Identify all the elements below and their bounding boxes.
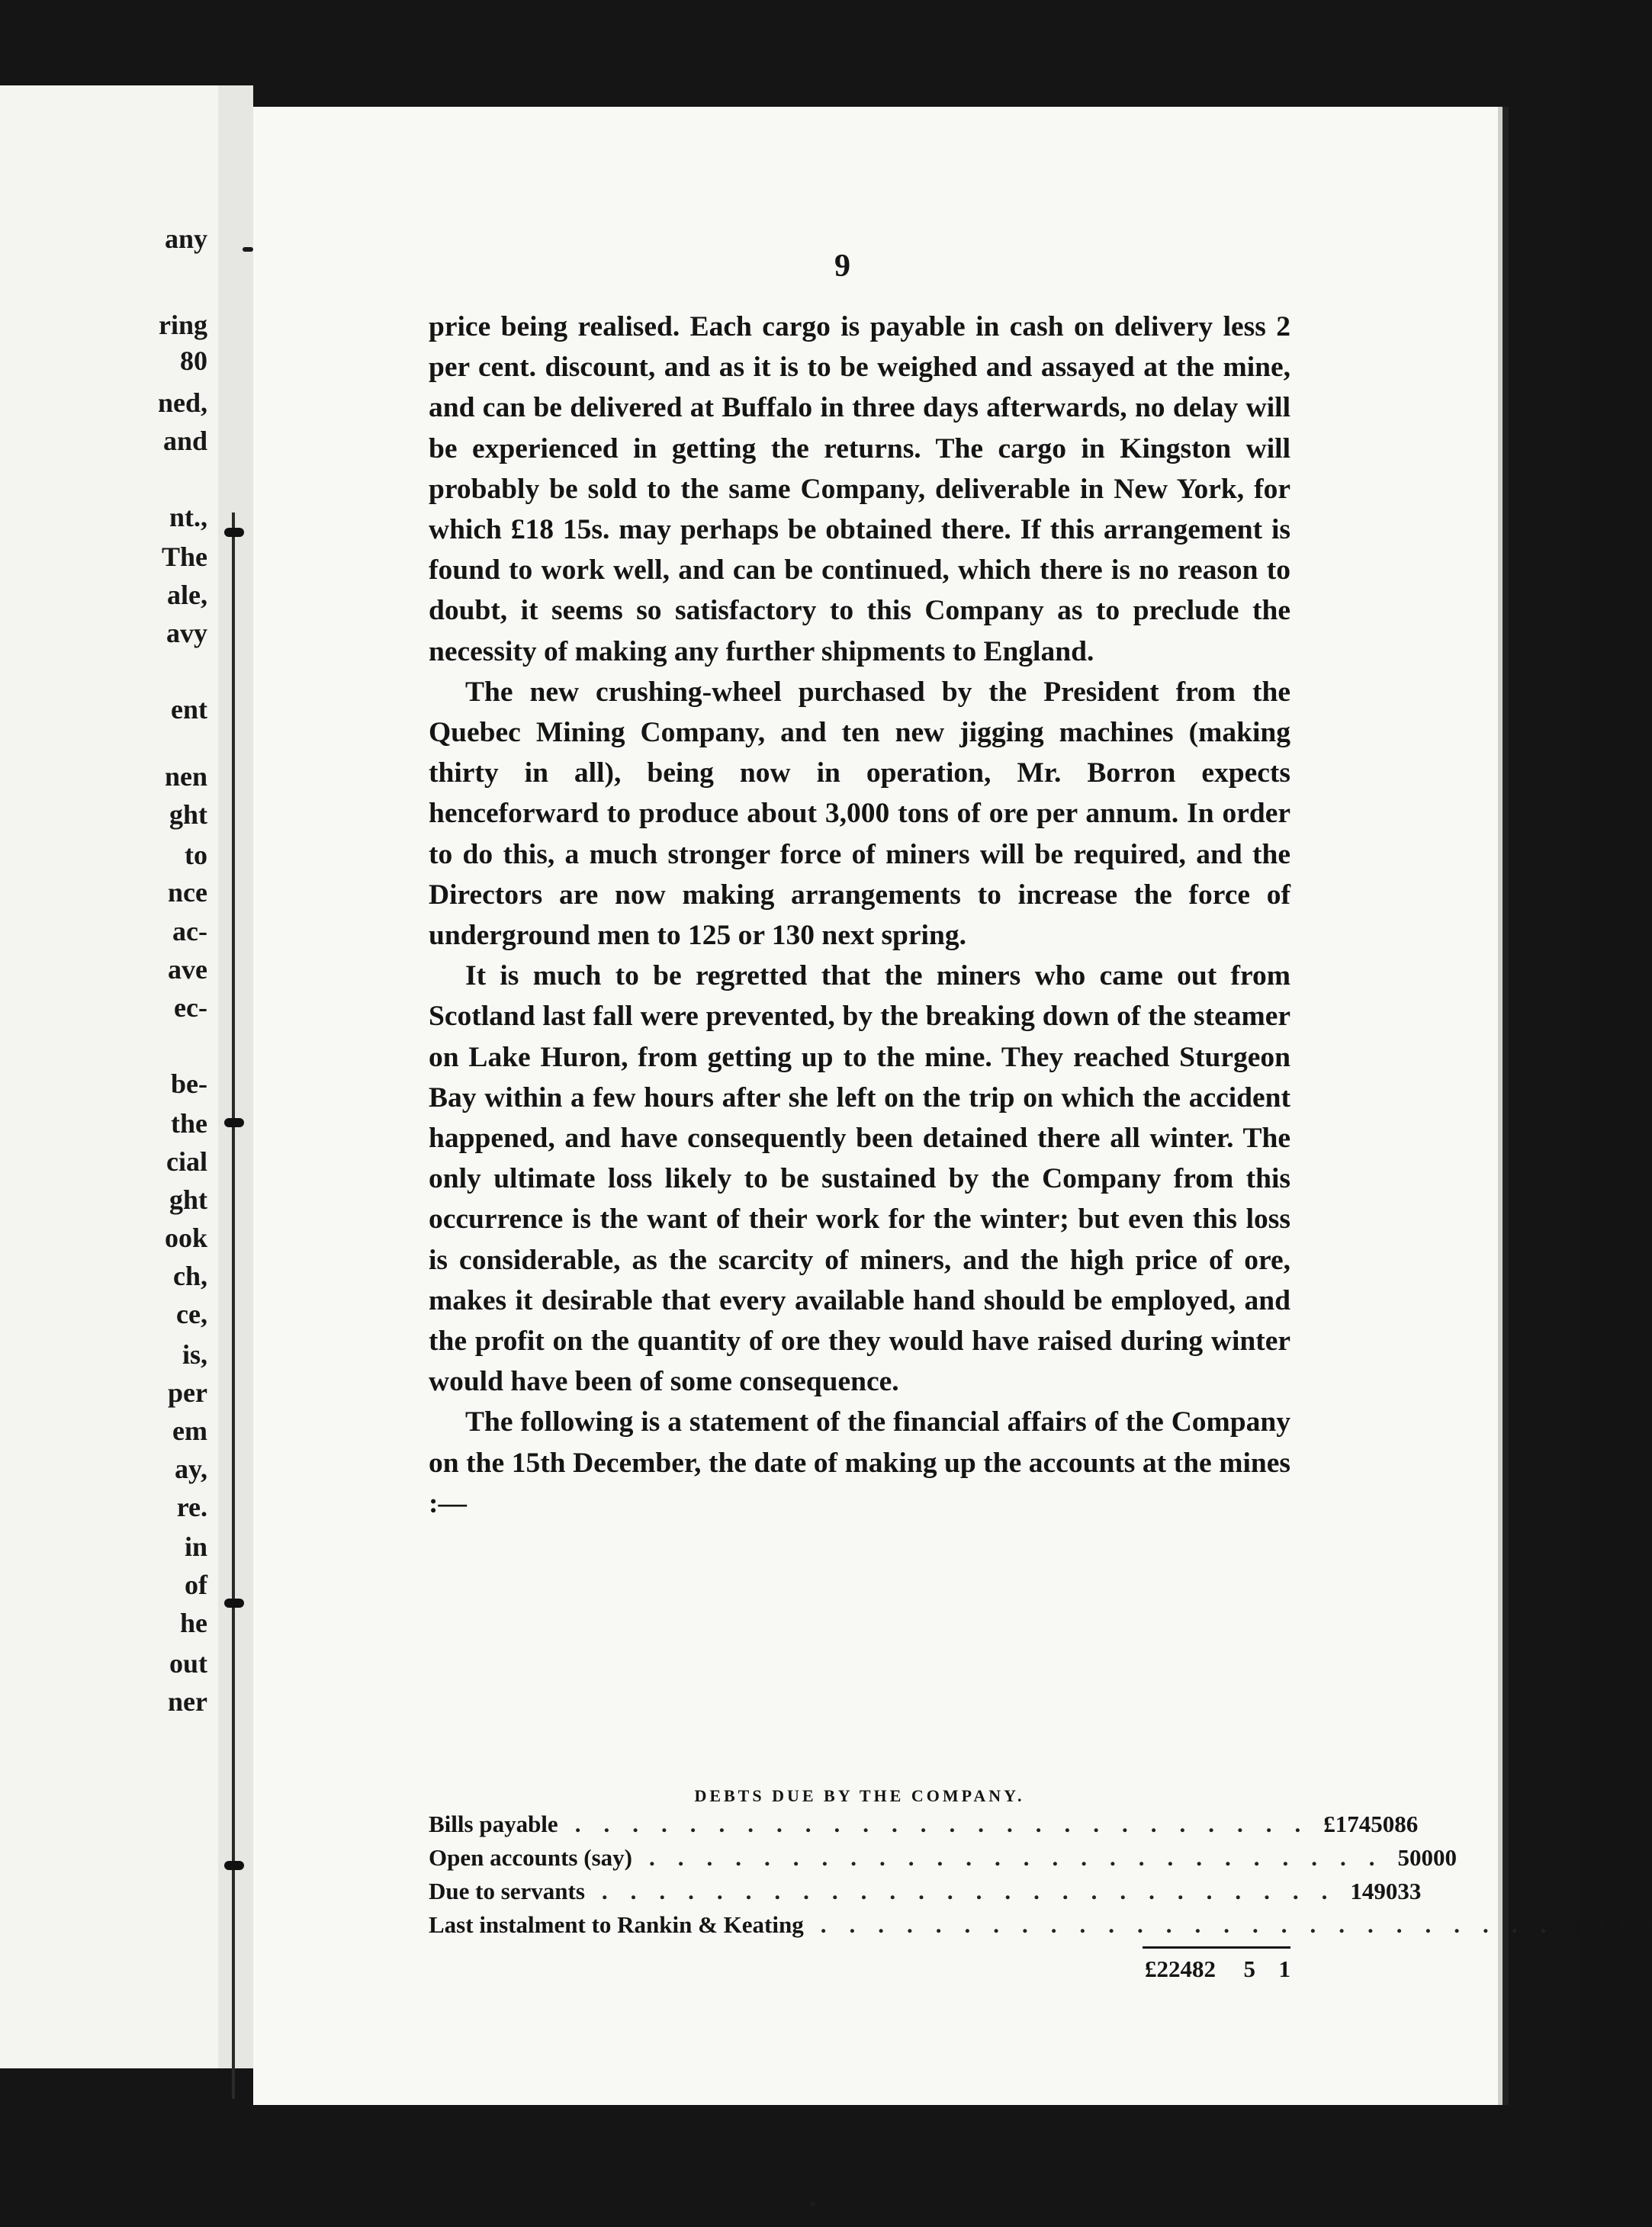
leader-dots: .......................... — [820, 1911, 1570, 1938]
paragraph: The following is a statement of the financial affairs of the Company on the 15th December, the date of making up the accounts at the mines :— — [429, 1406, 1290, 1519]
facing-page-fragment: ned, — [157, 387, 207, 418]
debt-pounds: 1490 — [1350, 1878, 1398, 1904]
facing-page-fragment: ch, — [173, 1261, 207, 1291]
debt-pence: 6 — [1406, 1811, 1419, 1837]
debt-shillings: 13 — [1616, 1911, 1641, 1938]
book-page — [253, 107, 1652, 2105]
binding-stitch — [224, 528, 244, 537]
facing-page-fragment: nt., — [169, 502, 207, 532]
facing-page-fragment: avy — [166, 618, 207, 648]
debt-label: Bills payable — [429, 1811, 558, 1837]
paragraph: price being realised. Each cargo is payable in cash on delivery less 2 per cent. discount, and as it is to be weighed and assayed at the mine, and can be delivered at Buffalo in three days afterwards, no delay will be experienced in getting the returns. The cargo in Kingston will probably be sold to the same Company, deliverable in New York, for which £18 15s. may perhaps be obtained there. If this arrangement is found to work well, and can be continued, which there is no reason to doubt, it seems so satisfactory to this Company as to preclude the necessity of making any further shipments to England. — [429, 311, 1290, 667]
facing-page-fragment: ght — [169, 799, 207, 830]
facing-page-fragment: nce — [168, 877, 207, 908]
facing-page-fragment: out — [169, 1648, 207, 1679]
facing-page-fragment: 80 — [180, 345, 207, 376]
total-pounds: £22482 — [1145, 1955, 1216, 1982]
facing-page-fragment: em — [172, 1416, 207, 1446]
debt-shillings: 8 — [1394, 1811, 1406, 1837]
facing-page — [0, 85, 220, 2068]
debt-total-row — [429, 1955, 1290, 1983]
facing-page-fragment: per — [168, 1377, 207, 1408]
leader-dots: .......................... — [648, 1844, 1398, 1871]
binding-stitch — [224, 1118, 244, 1127]
facing-page-fragment: to — [185, 840, 207, 870]
paper-speck — [810, 2201, 815, 2206]
debt-pounds: 500 — [1397, 1844, 1433, 1871]
debt-pence: 4 — [1640, 1911, 1652, 1938]
facing-page-fragment: in — [184, 1531, 207, 1562]
debt-label: Last instalment to Rankin & Keating — [429, 1911, 804, 1938]
facing-page-fragment: and — [162, 426, 207, 456]
paragraph: It is much to be regretted that the miners who came out from Scotland last fall were prevented, by the breaking down of the steamer on Lake Huron, from getting up to the mine. They reached Sturgeon Bay within a few hours after she left on the trip on which the accident happened, and have consequently been detained there all winter. The only ultimate loss likely to be sustained by the Company from this occurrence is the want of their work for the winter; but even this loss is considerable, as the scarcity of miners, and the high price of ore, makes it desirable that every available hand should be employed, and the profit on the quantity of ore they would have raised during winter would have been of some consequence. — [429, 960, 1290, 1398]
facing-page-fragment: the — [171, 1108, 207, 1139]
debt-row — [429, 1911, 1652, 1945]
debt-label: Due to servants — [429, 1878, 585, 1904]
facing-page-fragment: The — [161, 541, 207, 572]
debt-pence: 3 — [1409, 1878, 1422, 1904]
facing-page-fragment: ring — [158, 310, 207, 340]
debt-row — [429, 1844, 1457, 1878]
debts-table-title: DEBTS DUE BY THE COMPANY. — [694, 1786, 1025, 1805]
facing-page-fragment: ook — [164, 1223, 207, 1253]
debt-pounds: £17450 — [1323, 1811, 1395, 1837]
debt-shillings: 0 — [1432, 1844, 1445, 1871]
page-body-text — [429, 307, 1290, 1524]
total-shillings: 5 — [1243, 1955, 1255, 1982]
page-number: 9 — [834, 249, 850, 284]
facing-page-fragment: he — [180, 1608, 207, 1638]
facing-page-fragment: ay, — [174, 1454, 207, 1484]
facing-page-fragment: be- — [171, 1069, 207, 1099]
facing-page-fragment: any — [164, 223, 207, 254]
facing-page-fragment: nen — [164, 761, 207, 792]
facing-page-fragment: ale, — [167, 580, 207, 610]
facing-page-fragment: ce, — [176, 1299, 207, 1329]
leader-dots: .......................... — [601, 1878, 1351, 1904]
debt-pounds: 3041 — [1569, 1911, 1617, 1938]
paragraph: The new crushing-wheel purchased by the President from the Quebec Mining Company, and ten new jigging machines (making thirty in all), being now in operation, Mr. Borron expects henceforward to produce about 3,000 tons of ore per annum. In order to do this, a much stronger force of miners will be required, and the Directors are now making arrangements to increase the force of underground men to 125 or 130 next spring. — [429, 676, 1290, 952]
facing-page-fragment: ec- — [174, 992, 207, 1023]
binding-stitch — [224, 1861, 244, 1870]
facing-page-fragment: of — [185, 1570, 207, 1600]
debt-row — [429, 1878, 1422, 1911]
facing-page-fragment: cial — [166, 1146, 207, 1177]
book-gutter — [218, 85, 253, 2068]
facing-page-text-fragments — [0, 85, 218, 2068]
debt-label: Open accounts (say) — [429, 1844, 632, 1871]
facing-page-fragment: ght — [169, 1184, 207, 1215]
total-rule — [1143, 1946, 1290, 1949]
leader-dots: .......................... — [574, 1811, 1324, 1837]
facing-page-fragment: is, — [182, 1339, 207, 1370]
debt-pence: 0 — [1445, 1844, 1457, 1871]
debt-row — [429, 1811, 1419, 1844]
total-pence: 1 — [1278, 1955, 1290, 1982]
debts-table — [429, 1811, 1652, 1945]
binding-stitch — [224, 1599, 244, 1608]
scan-mark — [243, 247, 253, 252]
facing-page-fragment: re. — [176, 1492, 207, 1522]
facing-page-fragment: ave — [168, 954, 207, 985]
facing-page-fragment: ac- — [172, 916, 207, 946]
facing-page-fragment: ent — [171, 694, 207, 725]
facing-page-fragment: ner — [168, 1686, 207, 1717]
debt-shillings: 3 — [1397, 1878, 1409, 1904]
